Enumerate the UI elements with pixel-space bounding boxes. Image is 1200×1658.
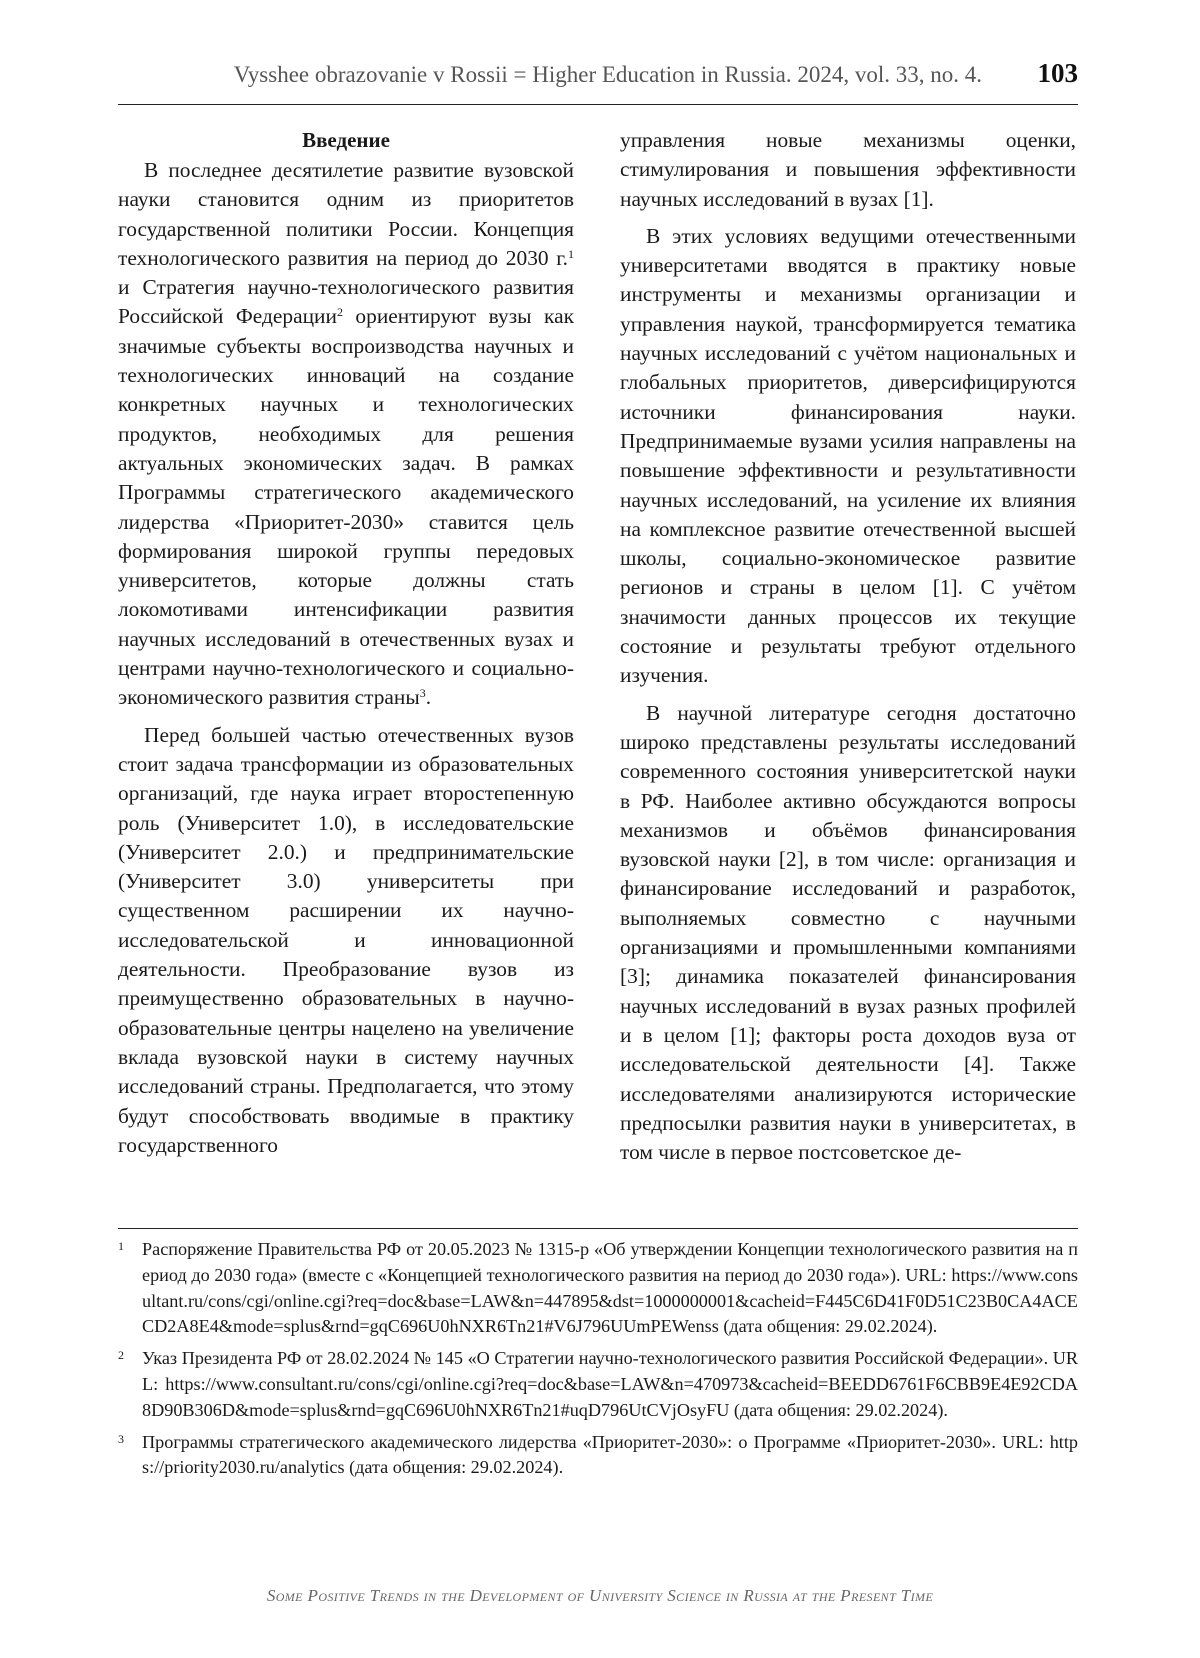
footnote-ref-2[interactable]: 2 bbox=[336, 305, 343, 320]
paragraph bbox=[118, 156, 574, 713]
footnote-text: Распоряжение Правительства РФ от 20.05.2023 № 1315-р «Об утверждении Концепции технологического развития на период до 2030 года» (вместе с «Концепцией технологического развития на период до 2030 года»). URL: https://www.consultant.ru/cons/cgi/online.cgi?req=doc&base=LAW&n=447895&dst=1000000001&cacheid=F445C6D41F0D51C23B0CA4ACECD2A8E4&mode=splus&rnd=gqC696U0hNXR6Tn21#V6J796UUmPEWenss (дата общения: 29.02.2024). bbox=[142, 1239, 1078, 1337]
journal-title: Vysshee obrazovanie v Rossii = Higher Education in Russia. 2024, vol. 33, no. 4. bbox=[233, 62, 982, 87]
footnote-ref-3[interactable]: 3 bbox=[419, 686, 426, 701]
paragraph: управления новые механизмы оценки, стимулирования и повышения эффективности научных исследований в вузах [1]. bbox=[620, 128, 1076, 211]
footnote-text: Указ Президента РФ от 28.02.2024 № 145 «О Стратегии научно-технологического развития Российской Федерации». URL: https://www.consultant.ru/cons/cgi/online.cgi?req=doc&base=LAW&n=470973&cacheid=BEEDD6761F6CBB9E4E92CDA8D90B306D&mode=splus&rnd=gqC696U0hNXR6Tn21#uqD796UtCVjOsyFU (дата общения: 29.02.2024). bbox=[142, 1348, 1078, 1420]
footnotes bbox=[118, 1228, 1078, 1487]
page-number: 103 bbox=[1037, 58, 1078, 88]
section-heading: Введение bbox=[302, 128, 390, 152]
footnote-number: 2 bbox=[118, 1348, 124, 1363]
text-run: . bbox=[425, 685, 432, 710]
paragraph: Перед большей частью отечественных вузов стоит задача трансформации из образовательных организаций, где наука играет второстепенную роль (Университет 1.0), в исследовательские (Университет 2.0.) и предпринимательские (Университет 3.0) университеты при существенном расширении их научно-исследовательской и инновационной деятельности. Преобразование вузов из преимущественно образовательных в научно-образовательные центры нацелено на увеличение вклада вузовской науки в систему научных исследований страны. Предполагается, что этому будут способствовать вводимые в практику государственного bbox=[118, 722, 574, 1157]
running-footer: Some Positive Trends in the Development of University Science in Russia at the Present Time bbox=[266, 1586, 934, 1605]
text-run: и Стратегия научно-технологического развития Российской Федерации bbox=[118, 275, 574, 329]
text-run: В последнее десятилетие развитие вузовской науки становится одним из приоритетов государственной политики России. Концепция технологического развития на период до 2030 г. bbox=[118, 158, 574, 270]
paragraph: В научной литературе сегодня достаточно широко представлены результаты исследований современного состояния университетской науки в РФ. Наиболее активно обсуждаются вопросы механизмов и объёмов финансирования вузовской науки [2], в том числе: организация и финансирование исследований и разработок, выполняемых совместно с научными организациями и промышленными компаниями [3]; динамика показателей финансирования научных исследований в вузах разных профилей и в целом [1]; факторы роста доходов вуза от исследовательской деятельности [4]. Также исследователями анализируются исторические предпосылки развития науки в университетах, в том числе в первое постсоветское де- bbox=[620, 700, 1076, 1165]
right-column bbox=[620, 126, 1076, 1167]
footnote-number: 3 bbox=[118, 1431, 124, 1446]
footnote-2 bbox=[118, 1346, 1078, 1423]
footnote-number: 1 bbox=[118, 1239, 124, 1253]
footnote-text: Программы стратегического академического лидерства «Приоритет-2030»: о Программе «Приоритет-2030». URL: https://priority2030.ru/analytics (дата общения: 29.02.2024). bbox=[142, 1431, 1078, 1478]
footnote-ref-1[interactable]: 1 bbox=[568, 246, 574, 261]
footnote-3 bbox=[118, 1430, 1078, 1482]
page-header bbox=[118, 58, 1078, 105]
footnote-1 bbox=[118, 1237, 1078, 1340]
text-run: ориентируют вузы как значимые субъекты воспроизводства научных и технологических инноваций на создание конкретных научных и технологических продуктов, необходимых для решения актуальных экономических задач. В рамках Программы стратегического академического лидерства «Приоритет-2030» ставится цель формирования широкой группы передовых университетов, которые должны стать локомотивами интенсификации развития научных исследований в отечественных вузах и центрами научно-технологического и социально-экономического развития страны bbox=[118, 304, 574, 710]
paragraph: В этих условиях ведущими отечественными университетами вводятся в практику новые инструменты и механизмы организации и управления наукой, трансформируется тематика научных исследований с учётом национальных и глобальных приоритетов, диверсифицируются источники финансирования науки. Предпринимаемые вузами усилия направлены на повышение эффективности и результативности научных исследований, на усиление их влияния на комплексное развитие отечественной высшей школы, социально-экономическое развитие регионов и страны в целом [1]. С учётом значимости данных процессов их текущие состояние и результаты требуют отдельного изучения. bbox=[620, 223, 1076, 688]
left-column bbox=[118, 126, 574, 1160]
